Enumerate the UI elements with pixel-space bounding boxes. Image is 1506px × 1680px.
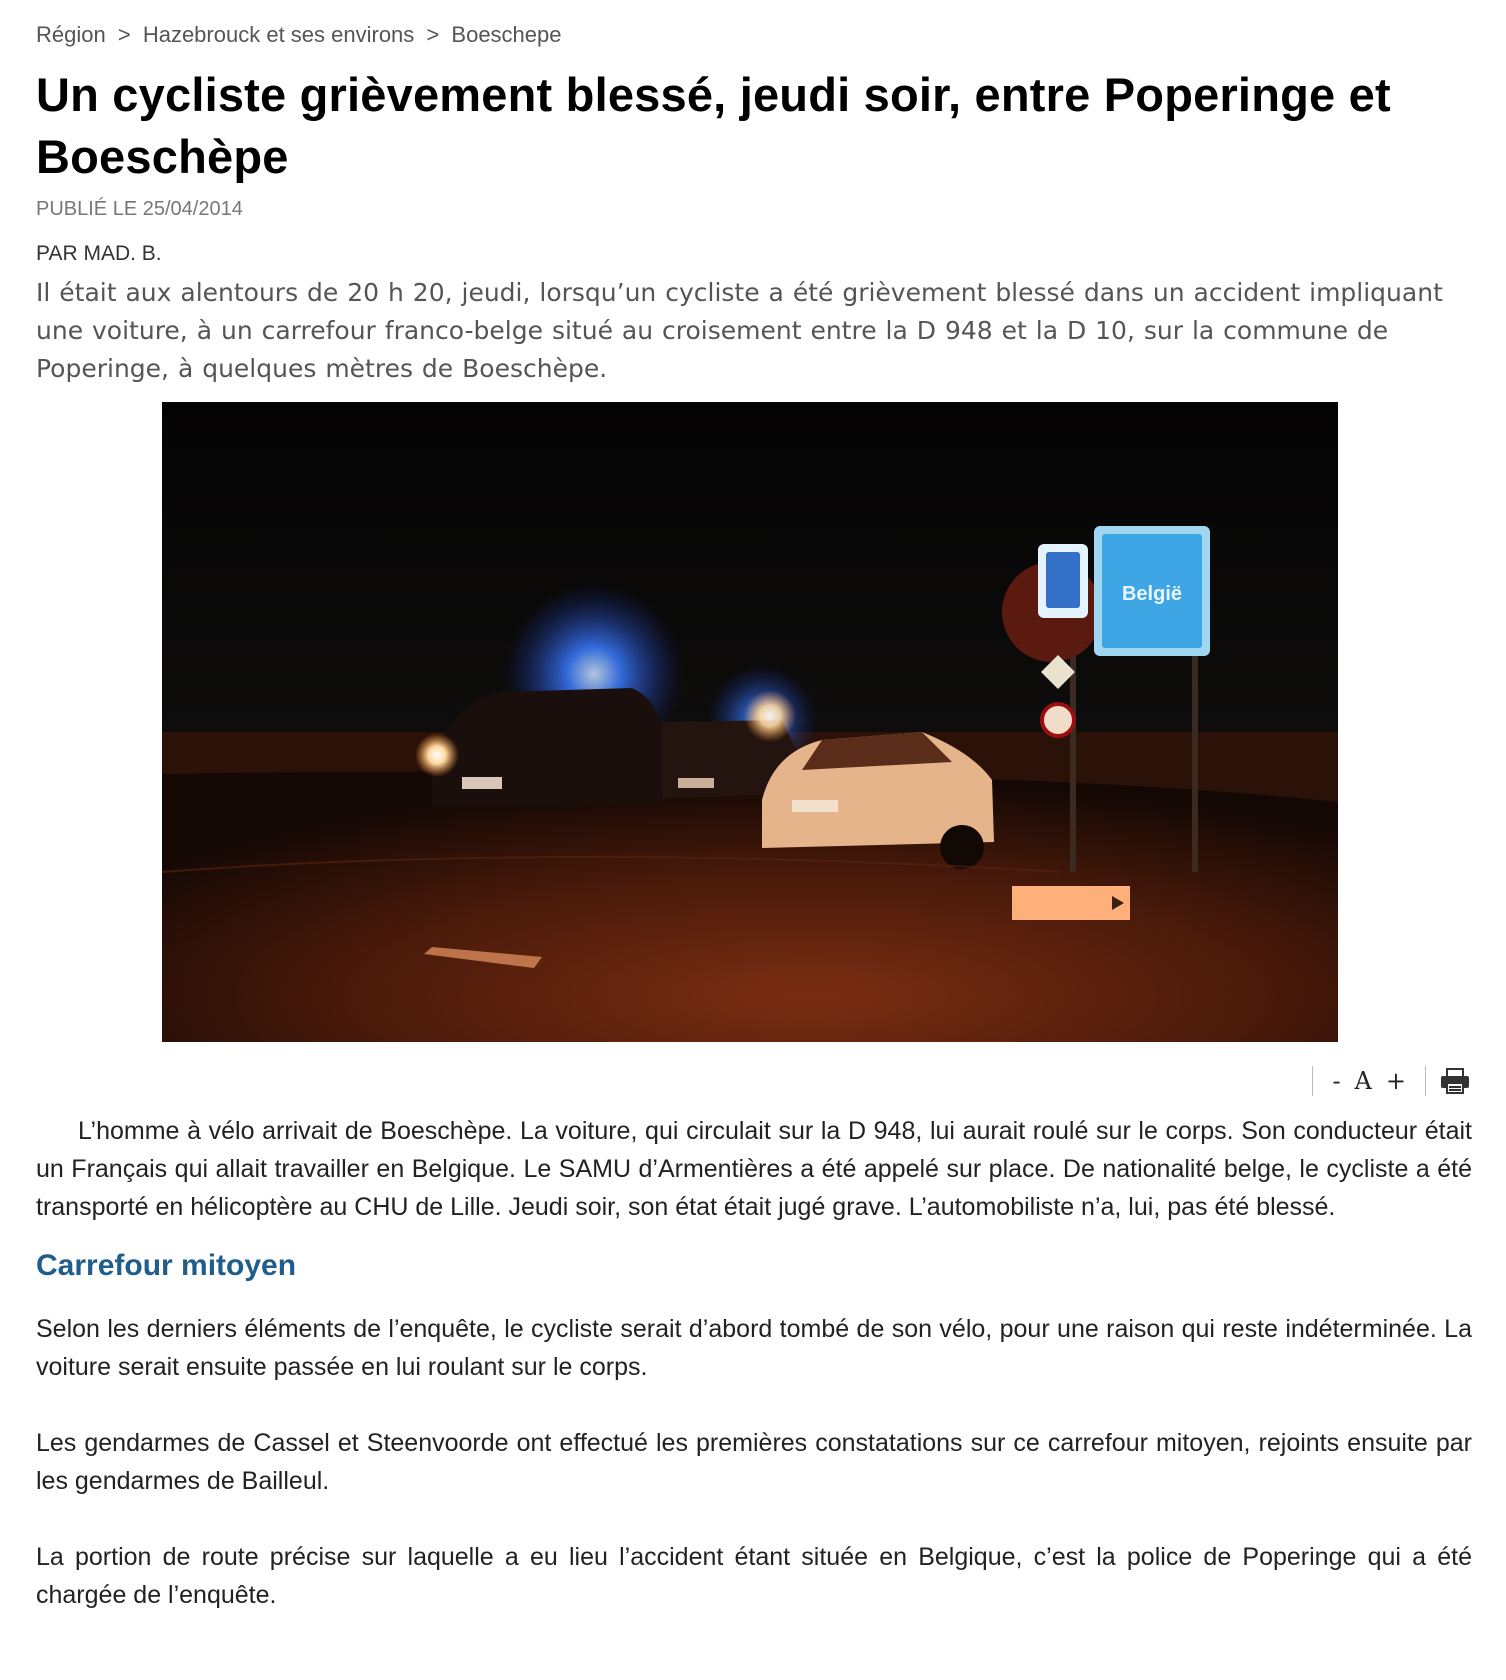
article-lead: Il était aux alentours de 20 h 20, jeudi, lorsqu’un cycliste a été grièvement blessé dans un accident impliquant une voiture, à un carrefour franco-belge situé au croisement entre la D 948 et la D 10, sur la commune de Poperinge, à quelques mètres de Boeschèpe. [36,278,1443,383]
increase-font-button[interactable]: + [1385,1067,1406,1095]
tool-divider [1312,1066,1313,1096]
breadcrumb-hazebrouck[interactable]: Hazebrouck et ses environs [142,22,415,47]
belgie-sign-text: België [1121,583,1183,605]
publish-date: PUBLIÉ LE 25/04/2014 [36,198,243,220]
paragraph: Les gendarmes de Cassel et Steenvoorde ont effectué les premières constatations sur ce carrefour mitoyen, rejoints ensuite par les gendarmes de Bailleul. [36,1429,1472,1495]
printer-icon[interactable] [1438,1067,1472,1095]
breadcrumb-separator: > [117,22,131,47]
paragraph: L’homme à vélo arrivait de Boeschèpe. La voiture, qui circulait sur la D 948, lui aurait roulé sur le corps. Son conducteur était un Français qui allait travailler en Belgique. Le SAMU d’Armentières a été appelé sur place. De nationalité belge, le cycliste a été transporté en hélicoptère au CHU de Lille. Jeudi soir, son état était jugé grave. L’automobiliste n’a, lui, pas été blessé. [36,1117,1472,1221]
tool-divider [1425,1066,1426,1096]
night-accident-scene [162,402,1338,1042]
section-subheading: Carrefour mitoyen [36,1249,297,1282]
paragraph: Selon les derniers éléments de l’enquête, le cycliste serait d’abord tombé de son vélo, pour une raison qui reste indéterminée. La voiture serait ensuite passée en lui roulant sur le corps. [36,1315,1472,1381]
decrease-font-button[interactable]: - [1332,1067,1341,1095]
font-size-label[interactable]: A [1354,1067,1372,1095]
paragraph: La portion de route précise sur laquelle a eu lieu l’accident étant située en Belgique, c’est la police de Poperinge qui a été chargée de l’enquête. [36,1543,1472,1609]
breadcrumb-separator: > [426,22,440,47]
breadcrumb-region[interactable]: Région [36,22,106,47]
breadcrumb-boeschepe[interactable]: Boeschepe [451,22,562,47]
author-byline: PAR MAD. B. [36,242,162,265]
article-page [36,0,1472,1609]
article-body [36,1112,1472,1652]
article-title: Un cycliste grièvement blessé, jeudi soir, entre Poperinge et Boeschèpe [36,68,1391,183]
article-tools [1300,1064,1472,1098]
breadcrumb [36,20,1472,50]
article-photo[interactable] [162,402,1338,1042]
